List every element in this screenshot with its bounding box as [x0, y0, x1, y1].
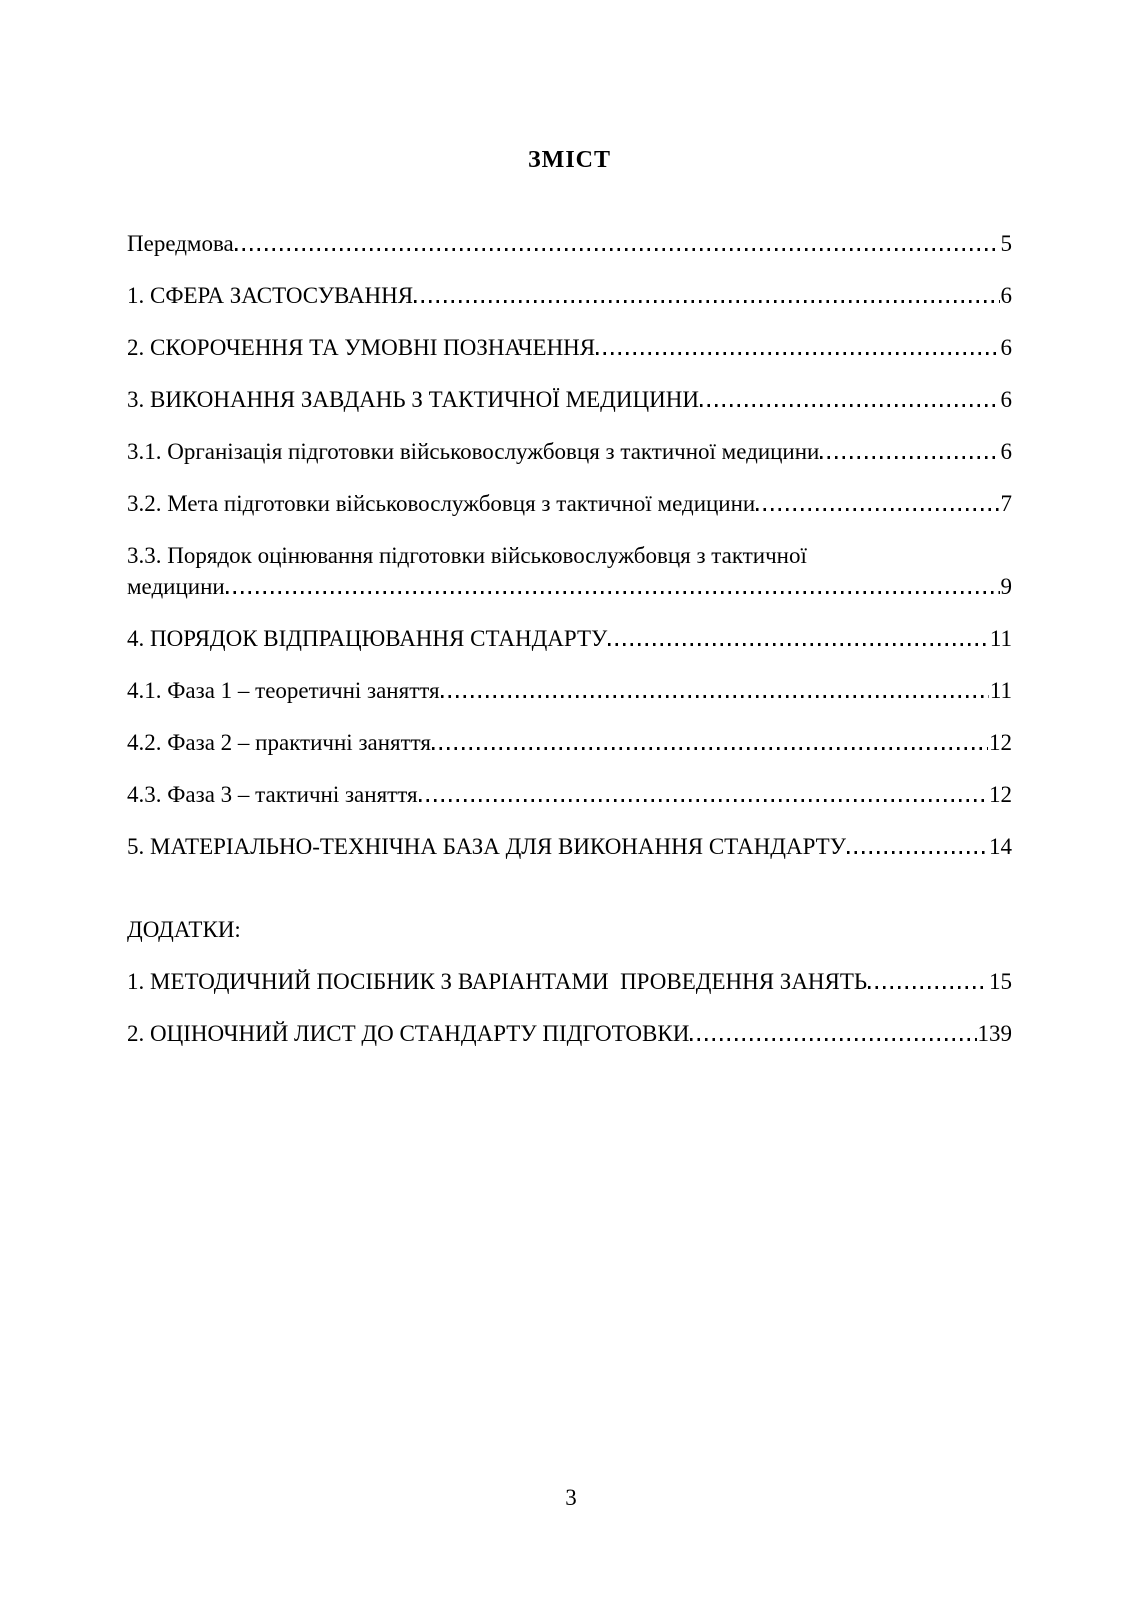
toc-entry-1	[127, 280, 1012, 311]
toc-content	[127, 145, 1012, 1070]
dot-leader	[868, 986, 988, 989]
toc-entry-page: 6	[1000, 335, 1012, 360]
dot-leader	[820, 456, 999, 459]
toc-entry-page: 14	[989, 834, 1012, 859]
dot-leader	[432, 747, 988, 750]
dot-leader	[419, 799, 988, 802]
footer-page-number: 3	[565, 1485, 577, 1510]
toc-entry-label: 4. ПОРЯДОК ВІДПРАЦЮВАННЯ СТАНДАРТУ	[127, 626, 608, 651]
toc-entry-3	[127, 384, 1012, 415]
toc-entry-3-3	[127, 540, 1012, 602]
toc-entry-label: 5. МАТЕРІАЛЬНО-ТЕХНІЧНА БАЗА ДЛЯ ВИКОНАННЯ СТАНДАРТУ	[127, 834, 847, 859]
toc-entry-page: 11	[989, 626, 1012, 651]
toc-entry-page: 12	[989, 782, 1012, 807]
dot-leader	[847, 851, 988, 854]
toc-entry-3-2	[127, 488, 1012, 519]
toc-entry-3-3-line2	[127, 571, 1012, 602]
appendix-entry-label: 2. ОЦІНОЧНИЙ ЛИСТ ДО СТАНДАРТУ ПІДГОТОВКИ	[127, 1021, 690, 1046]
toc-entry-label: 4.2. Фаза 2 – практичні заняття	[127, 730, 431, 755]
dot-leader	[235, 248, 1000, 251]
toc-entry-page: 6	[1000, 439, 1012, 464]
toc-entry-page: 11	[989, 678, 1012, 703]
toc-entry-label: 4.3. Фаза 3 – тактичні заняття	[127, 782, 418, 807]
toc-entry-4-3	[127, 779, 1012, 810]
appendix-entry-1	[127, 966, 1012, 997]
toc-entry-label: 3.2. Мета підготовки військовослужбовця з тактичної медицини	[127, 491, 756, 516]
toc-entry-4	[127, 623, 1012, 654]
toc-entry-3-1	[127, 436, 1012, 467]
toc-entry-page: 5	[1000, 231, 1012, 256]
toc-entry-page: 6	[1000, 387, 1012, 412]
dot-leader	[414, 300, 999, 303]
toc-entry-5	[127, 831, 1012, 862]
dot-leader	[756, 508, 999, 511]
toc-entry-label: 1. СФЕРА ЗАСТОСУВАННЯ	[127, 283, 414, 308]
toc-entry-label: 2. СКОРОЧЕННЯ ТА УМОВНІ ПОЗНАЧЕННЯ	[127, 335, 596, 360]
appendices-heading: ДОДАТКИ:	[127, 917, 241, 942]
toc-entry-peredmova	[127, 228, 1012, 259]
toc-entry-4-2	[127, 727, 1012, 758]
appendix-entry-page: 139	[977, 1021, 1012, 1046]
dot-leader	[700, 404, 1000, 407]
toc-entry-label: 4.1. Фаза 1 – теоретичні заняття	[127, 678, 440, 703]
toc-entry-label-line1: 3.3. Порядок оцінювання підготовки військовослужбовця з тактичної	[127, 543, 807, 568]
dot-leader	[690, 1038, 976, 1041]
toc-entry-page: 7	[1000, 491, 1012, 516]
page-title: ЗМІСТ	[528, 147, 611, 173]
appendix-entry-label: 1. МЕТОДИЧНИЙ ПОСІБНИК З ВАРІАНТАМИ ПРОВЕДЕННЯ ЗАНЯТЬ	[127, 969, 868, 994]
toc-entry-page: 9	[1000, 574, 1012, 599]
dot-leader	[441, 695, 989, 698]
toc-entry-page: 12	[989, 730, 1012, 755]
dot-leader	[608, 643, 989, 646]
dot-leader	[596, 352, 999, 355]
toc-entry-2	[127, 332, 1012, 363]
toc-entry-4-1	[127, 675, 1012, 706]
toc-entry-label-line2: медицини	[127, 574, 225, 599]
toc-entry-page: 6	[1000, 283, 1012, 308]
dot-leader	[226, 591, 1000, 594]
appendix-entry-2	[127, 1018, 1012, 1049]
toc-entry-label: 3.1. Організація підготовки військовослужбовця з тактичної медицини	[127, 439, 820, 464]
appendix-entry-page: 15	[989, 969, 1012, 994]
toc-entry-label: 3. ВИКОНАННЯ ЗАВДАНЬ З ТАКТИЧНОЇ МЕДИЦИНИ	[127, 387, 699, 412]
toc-entry-label: Передмова	[127, 231, 234, 256]
